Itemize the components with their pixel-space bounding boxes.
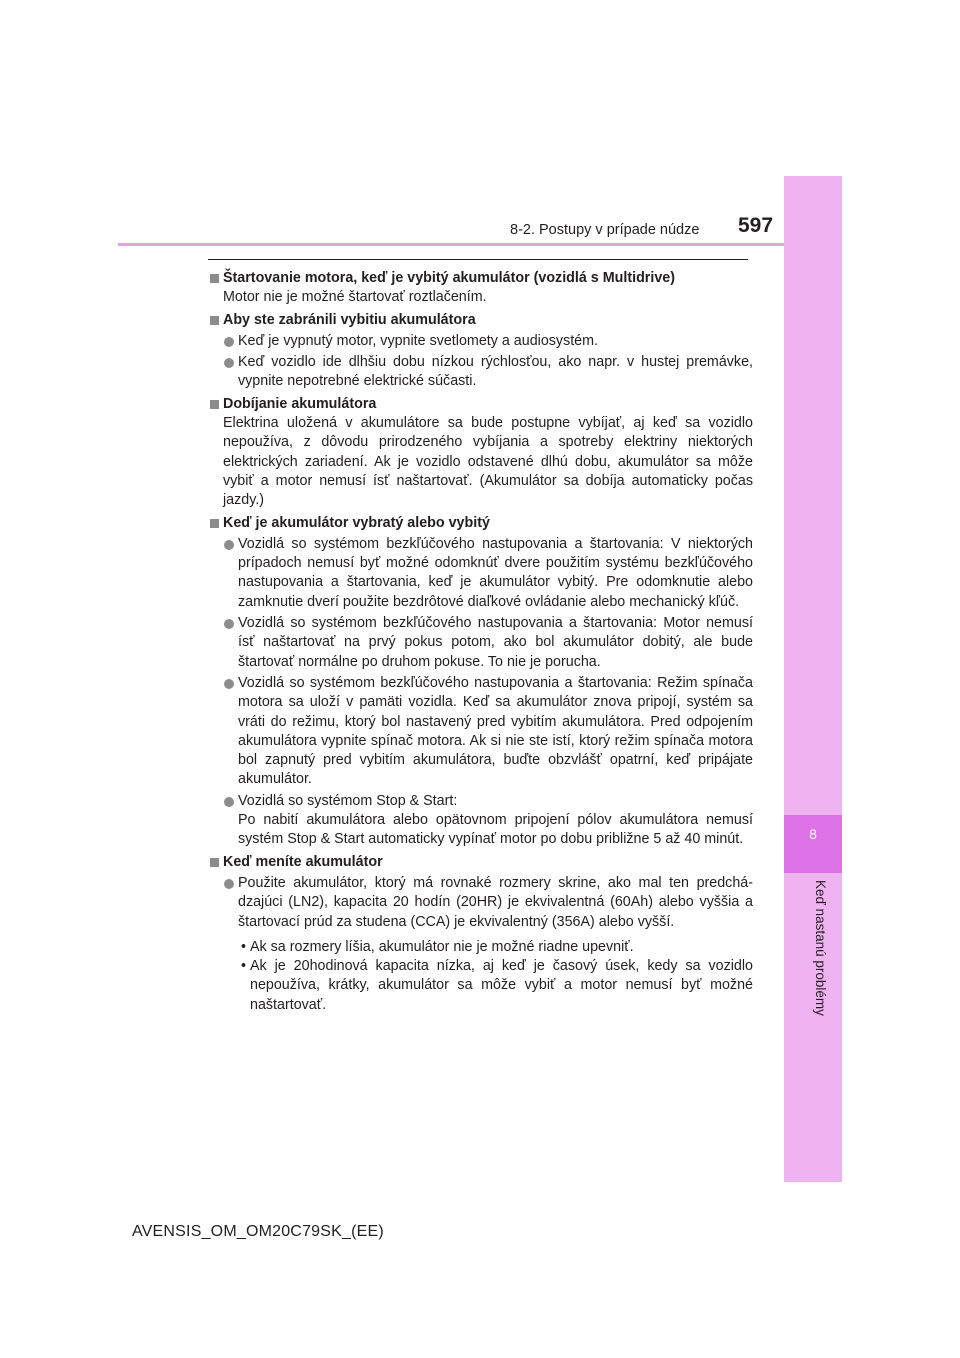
page-content [208,266,753,1015]
list-item: Keď je vypnutý motor, vypnite svetlomety a audiosystém. [208,332,753,351]
list-item: Keď vozidlo ide dlhšiu dobu nízkou rýchlosťou, ako napr. v hustej premávke, vypnite nepotrebné elektrické súčasti. [208,353,753,392]
square-bullet-icon [210,274,219,283]
list-item: Vozidlá so systémom bezkľúčového nastupovania a štartovania: Režim spínača motora sa uloží v pamäti vozidla. Keď sa akumulátor znova pripojí, systém sa vráti do režimu, ktorý bol nastavený pred vybitím akumulátora. Pred odpojením akumulátora vypnite spínač motora. Ak si nie ste istí, ktorý režim spínača motora bol zapnutý pred vybitím akumulátora, buďte obzvlášť opatrní, keď pripájate akumulátor. [208,674,753,790]
section-heading: Dobíjanie akumulátora [208,395,753,414]
circle-bullet-icon [224,619,234,629]
sub-list-item: • Ak sa rozmery líšia, akumulátor nie je možné riadne upevniť. [208,938,753,957]
square-bullet-icon [210,400,219,409]
chapter-number: 8 [809,826,817,842]
header-rule [118,243,784,246]
list-item: Vozidlá so systémom bezkľúčového nastupovania a štartovania: V niektorých prípadoch nemusí byť možné odomknúť dvere použitím systému bezkľúčového nastupovania a štartovania, keď je akumulátor vybitý. Pre odomknutie alebo zamknutie dverí použite bezdrôtové diaľkové ovládanie alebo mechanický kľúč. [208,535,753,612]
sub-list-item: • Ak je 20hodinová kapacita nízka, aj keď je časový úsek, kedy sa vozidlo nepoužíva, krátky, akumulátor sa môže vybiť a motor nemusí byť možné naštartovať. [241,958,753,1013]
square-bullet-icon [210,316,219,325]
circle-bullet-icon [224,337,234,347]
square-bullet-icon [210,519,219,528]
circle-bullet-icon [224,679,234,689]
chapter-title: Keď nastanú problémy [813,880,828,1016]
sub-bullet-marker: • [241,938,247,955]
section-paragraph: Motor nie je možné štartovať roztlačením. [223,289,487,306]
content-divider [208,259,748,260]
section-paragraph: Elektrina uložená v akumulátore sa bude postupne vybíjať, aj keď sa vozidlo nepoužíva, z dôvodu prirodzeného vybíjania a spotreby elektriny niektorých elektrických zariadení. Ak je vozidlo odstavené dlhú dobu, akumulátor sa môže vybiť a motor nemusí ísť naštartovať. (Akumulátor sa dobíja automaticky počas jazdy.) [223,415,753,509]
section-heading: Keď meníte akumulátor [208,853,753,872]
circle-bullet-icon [224,540,234,550]
circle-bullet-icon [224,797,234,807]
circle-bullet-icon [224,358,234,368]
document-code: AVENSIS_OM_OM20C79SK_(EE) [132,1223,384,1240]
circle-bullet-icon [224,879,234,889]
section-heading: Aby ste zabránili vybitiu akumulátora [208,311,753,330]
square-bullet-icon [210,858,219,867]
sub-bullet-marker: • [241,958,247,975]
page-number: 597 [738,214,774,237]
chapter-tab [784,815,842,873]
header-section-title: 8-2. Postupy v prípade núdze [510,222,700,238]
section-heading: Keď je akumulátor vybratý alebo vybitý [208,514,753,533]
section-heading: Štartovanie motora, keď je vybitý akumulátor (vozidlá s Multidrive) [208,269,753,288]
list-item: Použite akumulátor, ktorý má rovnaké rozmery skrine, ako mal ten predchádzajúci (LN2), kapacita 20 hodín (20HR) je ekvivalentná (60Ah) alebo vyššia a štartovací prúd za studena (CCA) je ekvivalentný (356A) alebo vyšší. [208,874,753,932]
chapter-sidebar [784,176,842,1182]
list-item: Vozidlá so systémom bezkľúčového nastupovania a štartovania: Motor nemusí ísť naštartovať na prvý pokus potom, ako bol akumulátor dobitý, ale bude štartovať normálne po druhom pokuse. To nie je porucha. [208,614,753,672]
list-item: Vozidlá so systémom Stop & Start: Po nabití akumulátora alebo opätovnom pripojení pólov akumulátora nemusí systém Stop & Start automaticky vypínať motor po dobu približne 5 až 40 minút. [208,792,753,850]
